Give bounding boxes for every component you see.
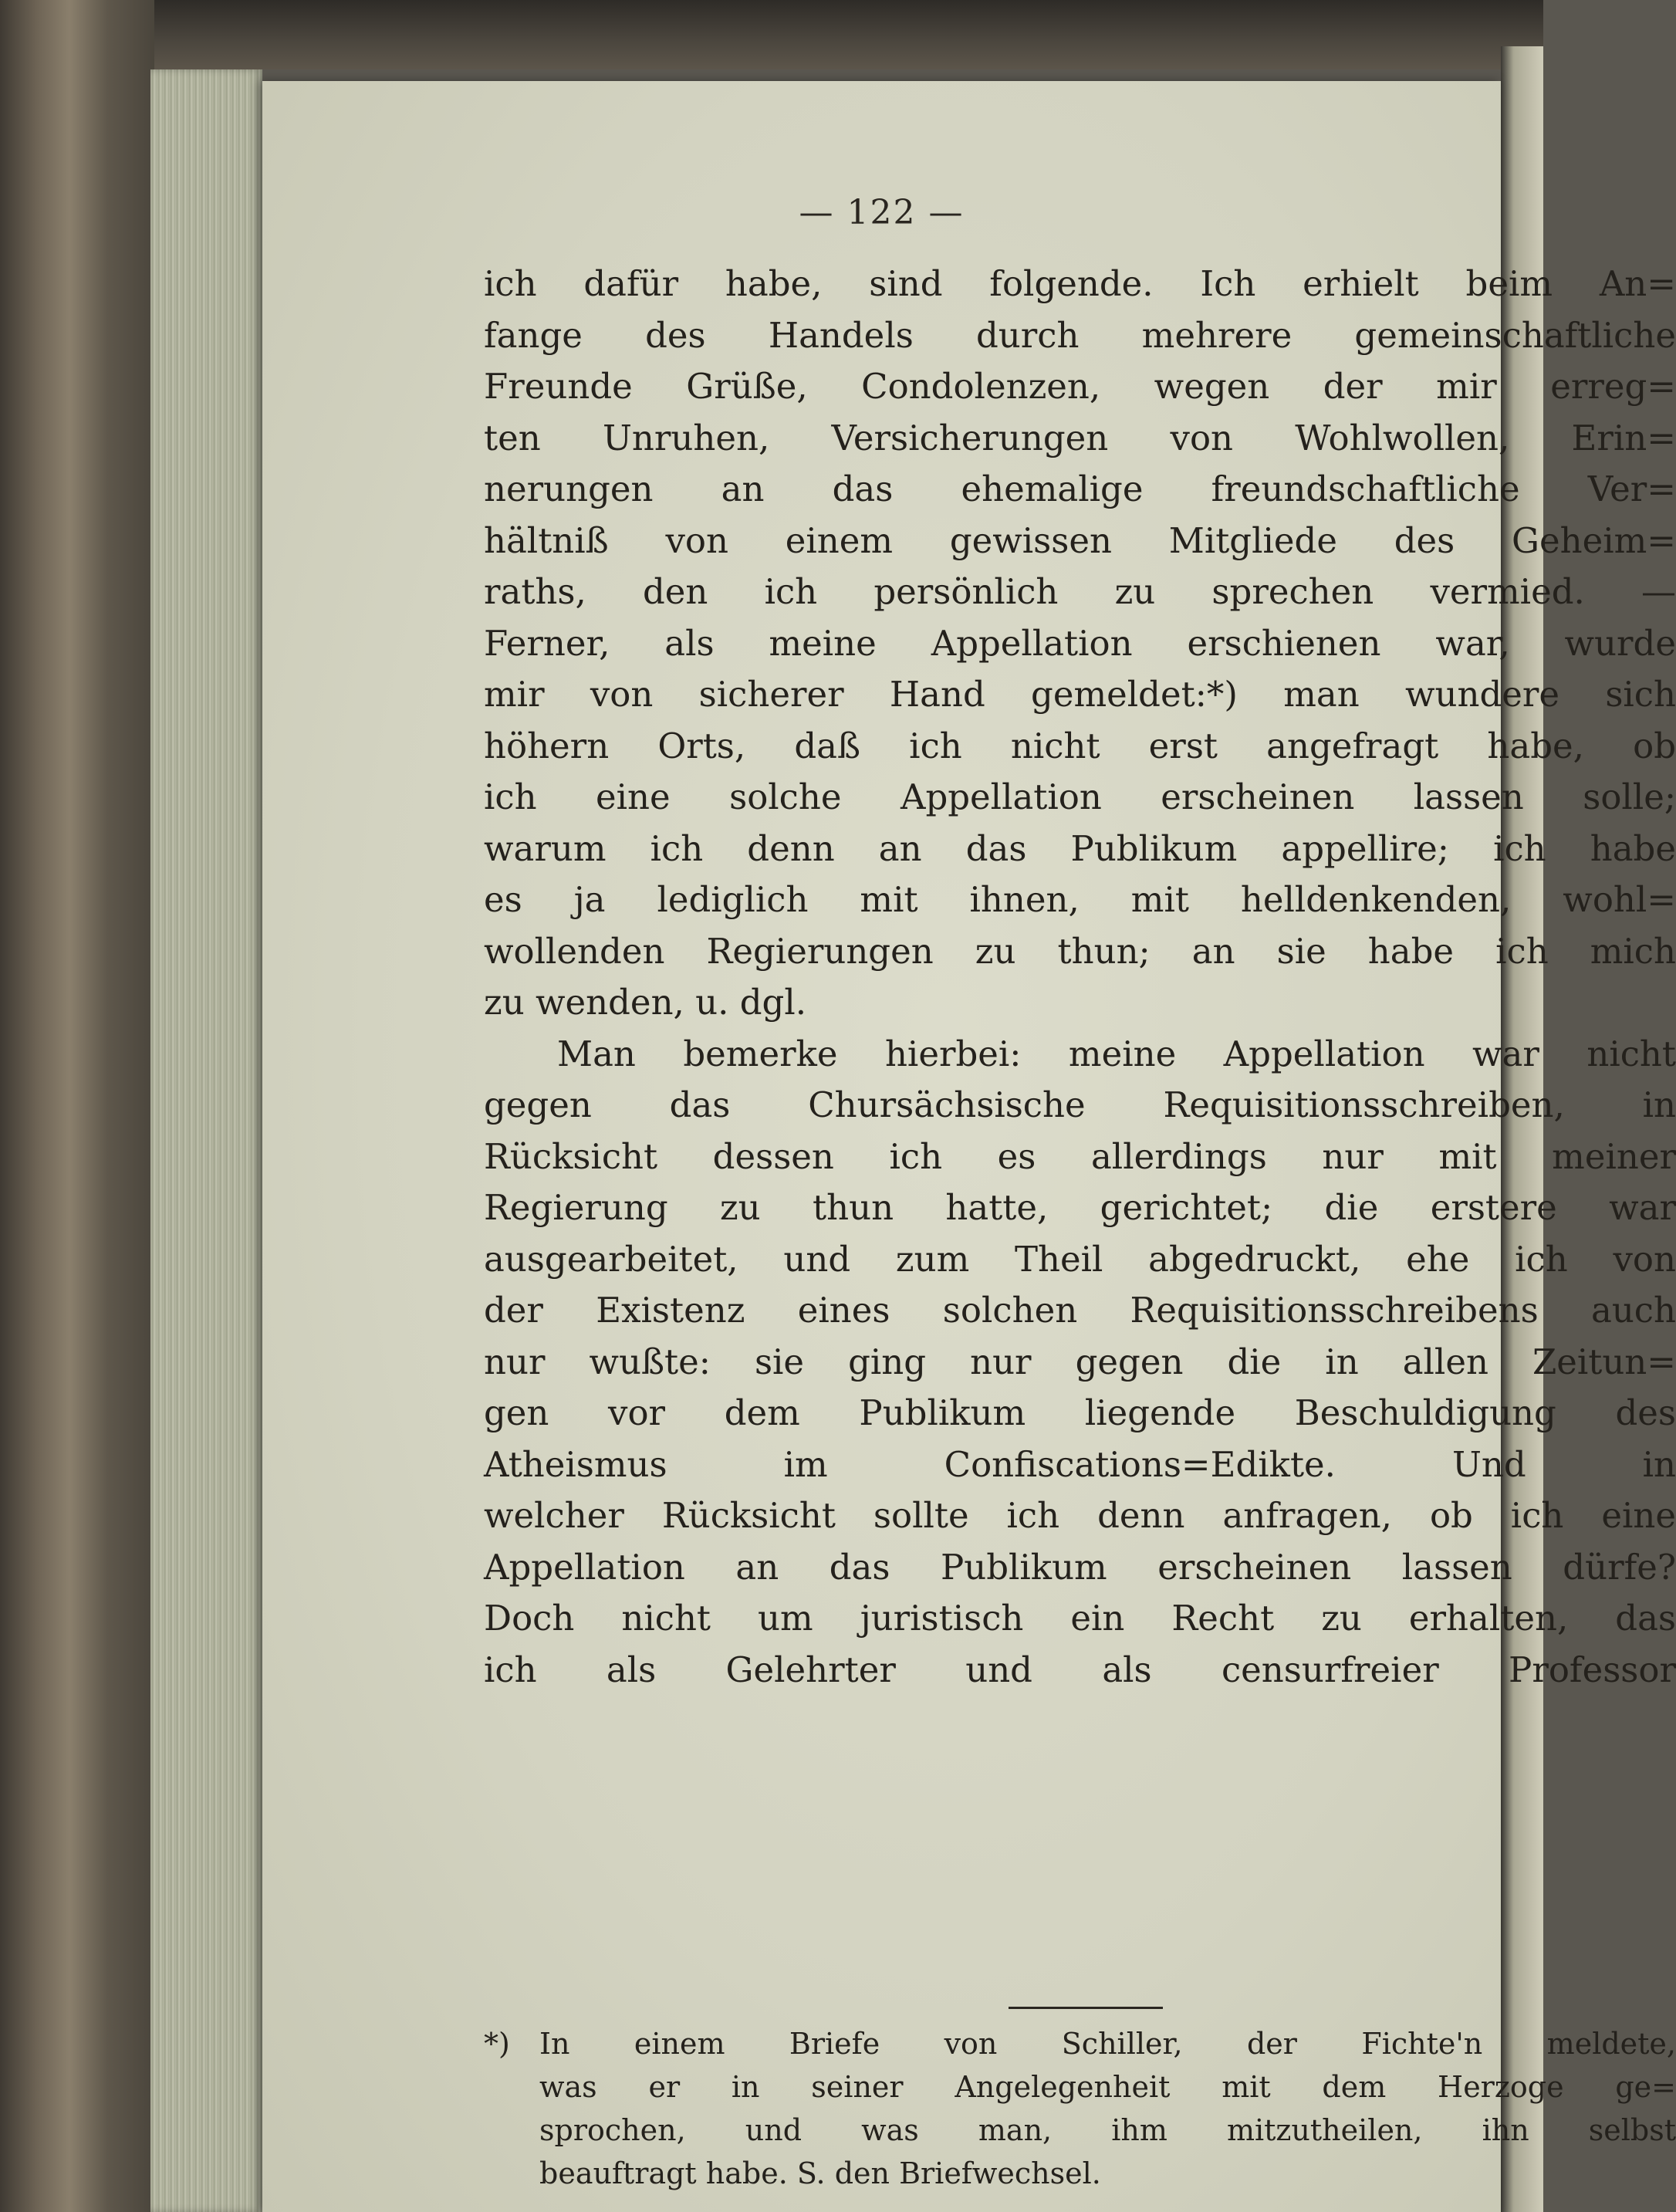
text-line: nerungen an das ehemalige freundschaftliche Ver=: [484, 468, 1676, 509]
footnote-rule: [1009, 2007, 1163, 2009]
text-line: raths, den ich persönlich zu sprechen vermied. —: [484, 571, 1676, 612]
body-text: [484, 259, 1676, 2190]
text-line: hältniß von einem gewissen Mitgliede des Geheim=: [484, 519, 1676, 561]
footnote-line: [484, 2022, 1676, 2065]
text-line: Rücksicht dessen ich es allerdings nur mit meiner: [484, 1135, 1676, 1177]
book-cover-top: [0, 0, 1543, 69]
text-line: Ferner, als meine Appellation erschienen war, wurde: [484, 622, 1676, 664]
text-line: mir von sicherer Hand gemeldet:*) man wundere sich: [484, 674, 1676, 715]
footnote-text: In einem Briefe von Schiller, der Fichte'n meldete,: [539, 2027, 1676, 2061]
text-line: wollenden Regierungen zu thun; an sie habe ich mich: [484, 930, 1676, 972]
text-line: warum ich denn an das Publikum appellire; ich habe: [484, 827, 1676, 869]
text-line: zu wenden, u. dgl.: [484, 982, 807, 1023]
text-line: höhern Orts, daß ich nicht erst angefragt habe, ob: [484, 725, 1676, 766]
text-line: Regierung zu thun hatte, gerichtet; die erstere war: [484, 1187, 1676, 1228]
text-line: Appellation an das Publikum erscheinen lassen dürfe?: [484, 1546, 1676, 1588]
text-line: Freunde Grüße, Condolenzen, wegen der mir erreg=: [484, 366, 1676, 407]
text-line: fange des Handels durch mehrere gemeinschaftliche: [484, 314, 1676, 356]
text-line: Atheismus im Confiscations=Edikte. Und in: [484, 1443, 1676, 1485]
page-edges: [150, 69, 262, 2212]
book-cover-left: [0, 0, 154, 2212]
footnote-line: beauftragt habe. S. den Briefwechsel.: [539, 2156, 1101, 2190]
book-page: [262, 81, 1676, 2212]
footnote-line: was er in seiner Angelegenheit mit dem Herzoge ge=: [539, 2070, 1676, 2104]
text-line: ich dafür habe, sind folgende. Ich erhielt beim An=: [484, 263, 1676, 304]
text-line: Doch nicht um juristisch ein Recht zu erhalten, das: [484, 1598, 1676, 1639]
text-line: gen vor dem Publikum liegende Beschuldigung des: [484, 1392, 1676, 1433]
footnote-line: sprochen, und was man, ihm mitzutheilen, ihn selbst: [539, 2113, 1676, 2147]
footnote-marker: *): [484, 2027, 510, 2061]
page-number: — 122 —: [799, 193, 965, 232]
text-line: es ja lediglich mit ihnen, mit helldenkenden, wohl=: [484, 879, 1676, 920]
text-line: Man bemerke hierbei: meine Appellation war nicht: [557, 1033, 1676, 1074]
text-line: ten Unruhen, Versicherungen von Wohlwollen, Erin=: [484, 417, 1676, 458]
text-line: nur wußte: sie ging nur gegen die in allen Zeitun=: [484, 1341, 1676, 1382]
text-line: gegen das Chursächsische Requisitionsschreiben, in: [484, 1084, 1676, 1125]
text-line: ich eine solche Appellation erscheinen lassen solle;: [484, 776, 1676, 817]
text-line: ich als Gelehrter und als censurfreier Professor: [484, 1649, 1676, 1690]
text-line: ausgearbeitet, und zum Theil abgedruckt, ehe ich von: [484, 1238, 1676, 1280]
footnote: [484, 2022, 1676, 2195]
text-line: welcher Rücksicht sollte ich denn anfragen, ob ich eine: [484, 1495, 1676, 1536]
text-line: der Existenz eines solchen Requisitionsschreibens auch: [484, 1290, 1676, 1331]
